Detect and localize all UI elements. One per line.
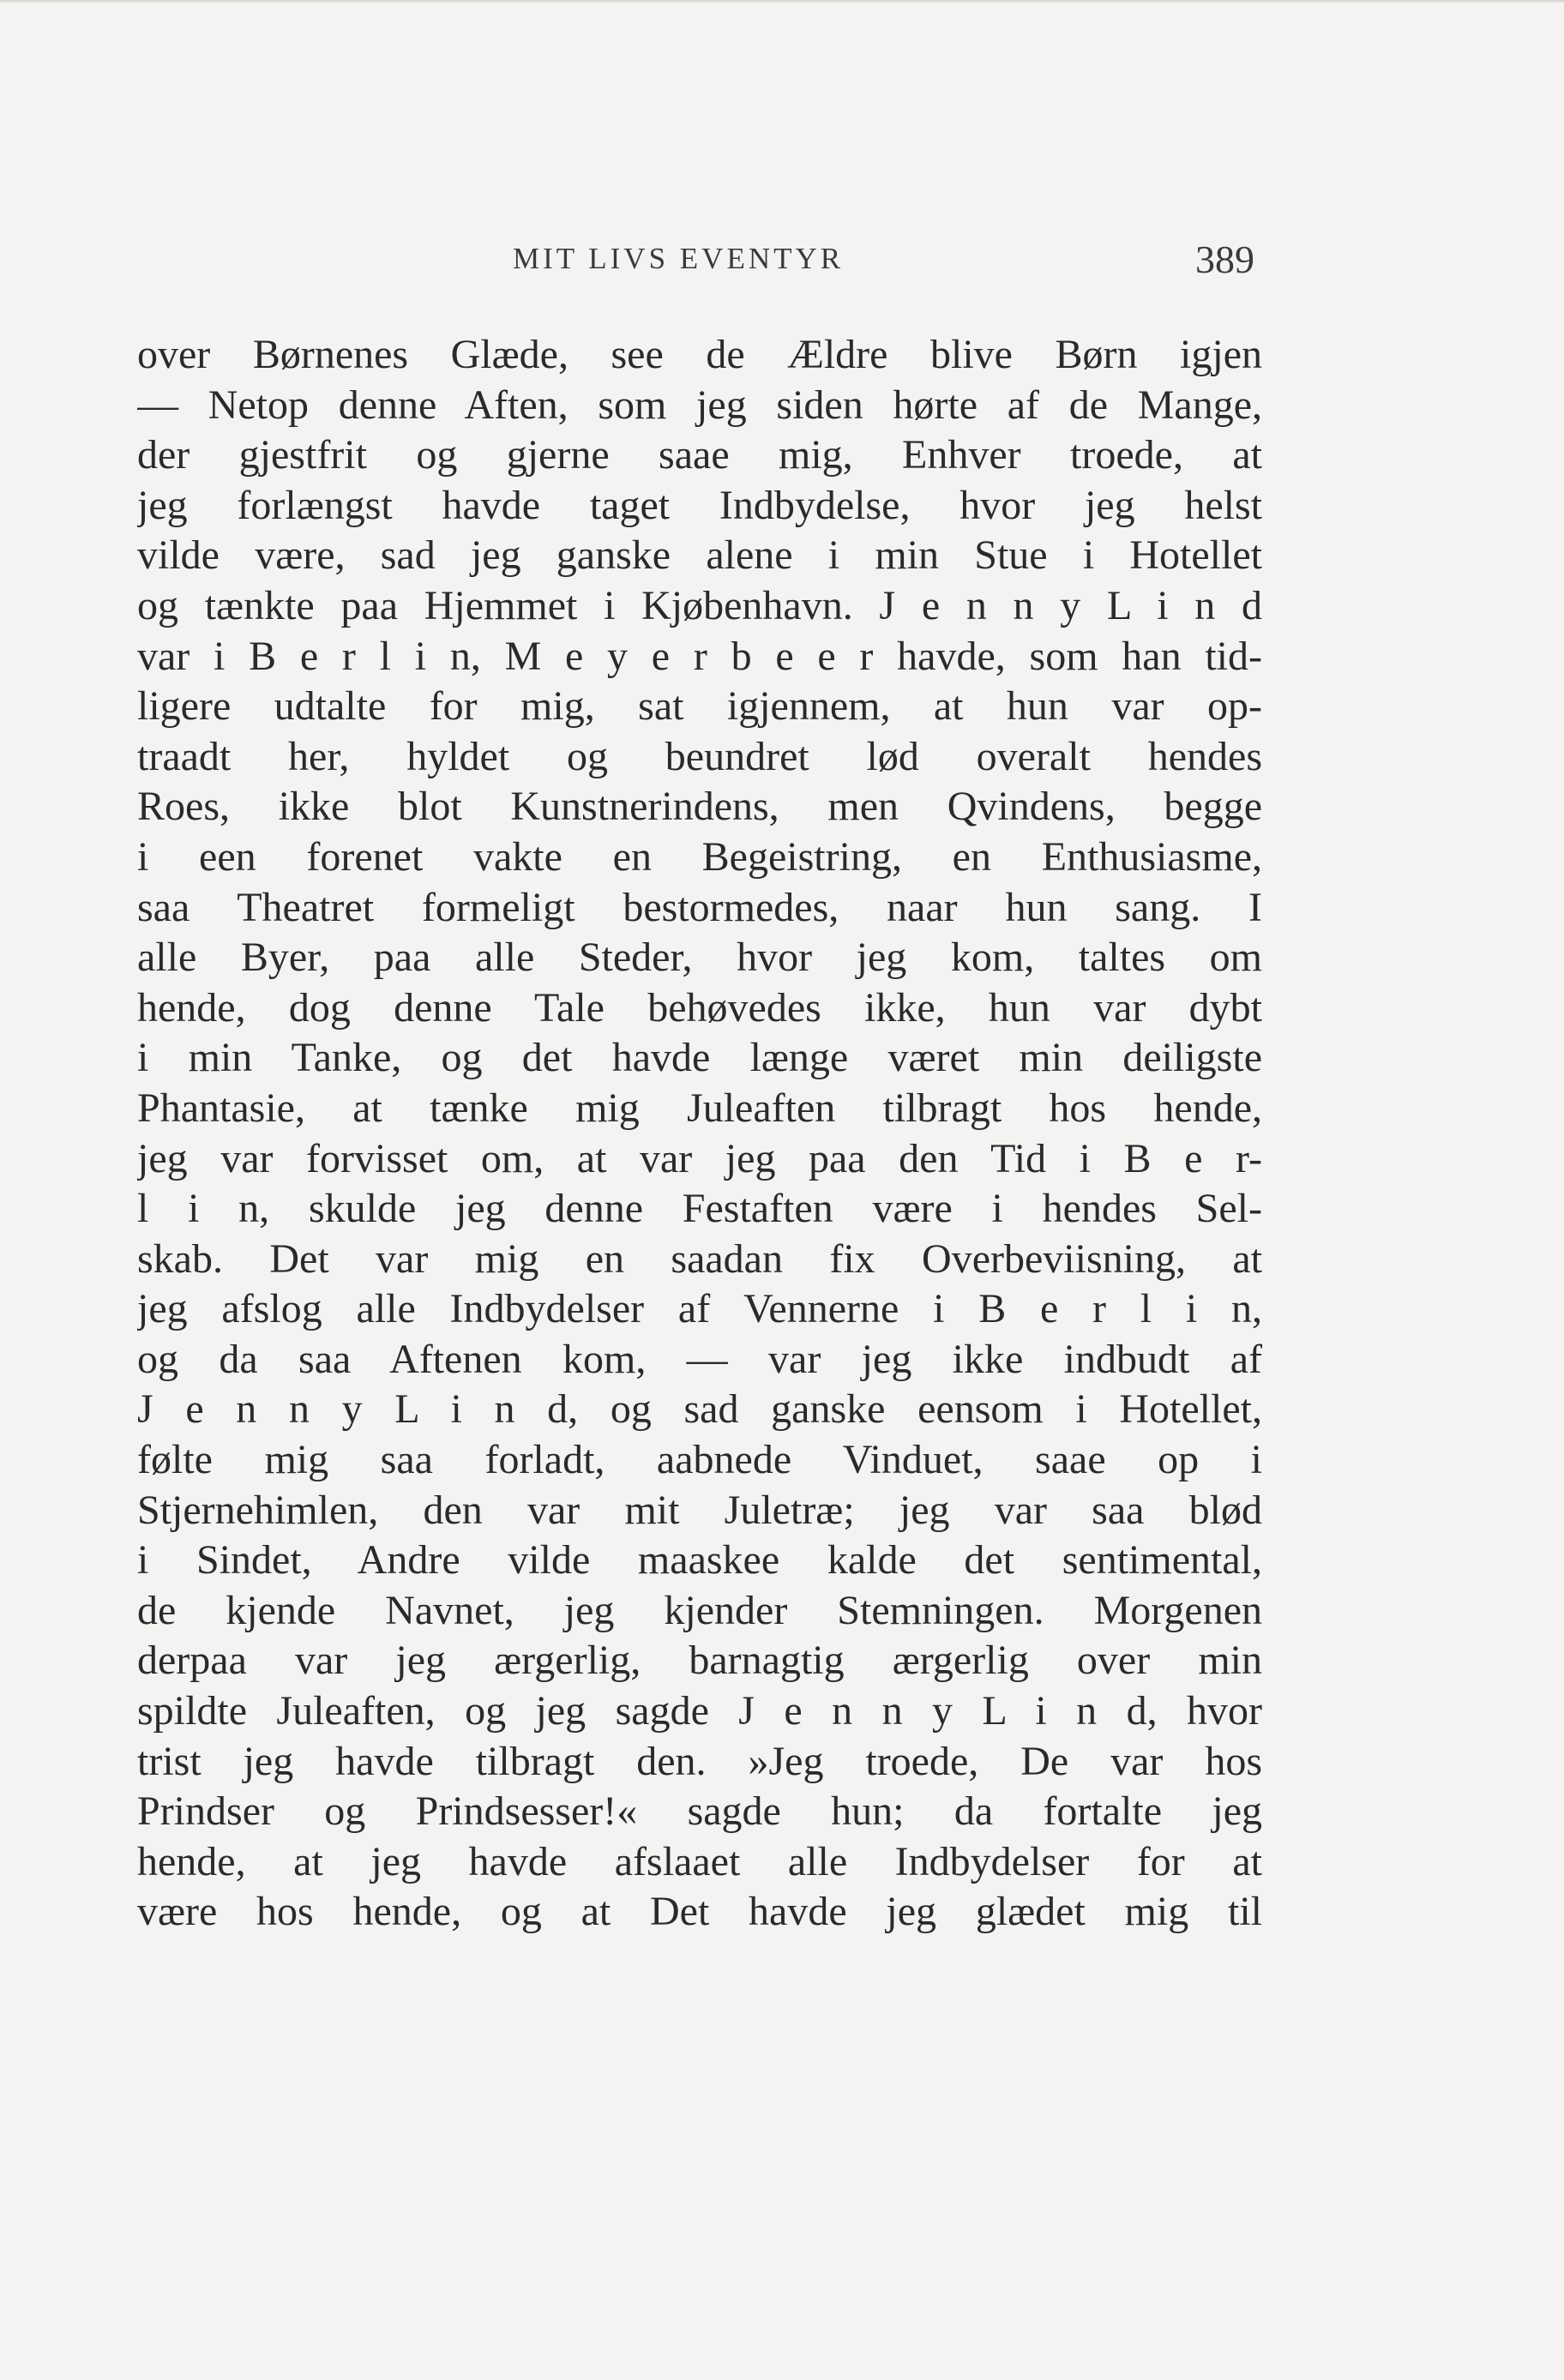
text-line: var i B e r l i n, M e y e r b e e r havde, som han tid- [137, 633, 1262, 679]
page-top-edge [0, 0, 1564, 3]
text-line: jeg afslog alle Indbydelser af Vennerne i B e r l i n, [137, 1286, 1262, 1332]
text-line: traadt her, hyldet og beundret lød overalt hendes [137, 733, 1262, 779]
page-number: 389 [1195, 237, 1254, 281]
text-line: Phantasie, at tænke mig Juleaften tilbragt hos hende, [137, 1085, 1262, 1131]
text-line: trist jeg havde tilbragt den. »Jeg troede, De var hos [137, 1738, 1262, 1784]
body-text [137, 330, 1262, 1938]
text-line: og da saa Aftenen kom, — var jeg ikke indbudt af [137, 1336, 1262, 1382]
text-line: skab. Det var mig en saadan fix Overbeviisning, at [137, 1235, 1262, 1282]
text-line: i min Tanke, og det havde længe været min deiligste [137, 1035, 1262, 1081]
text-line: Prindser og Prindsesser!« sagde hun; da fortalte jeg [137, 1788, 1262, 1835]
text-line: følte mig saa forladt, aabnede Vinduet, saae op i [137, 1437, 1262, 1483]
text-line: i een forenet vakte en Begeistring, en Enthusiasme, [137, 833, 1262, 880]
text-line: alle Byer, paa alle Steder, hvor jeg kom, taltes om [137, 935, 1262, 981]
text-line: jeg forlængst havde taget Indbydelse, hvor jeg helst [137, 482, 1262, 528]
text-line: de kjende Navnet, jeg kjender Stemningen. Morgenen [137, 1587, 1262, 1633]
text-line: hende, at jeg havde afslaaet alle Indbydelser for at [137, 1838, 1262, 1884]
text-line: i Sindet, Andre vilde maaskee kalde det sentimental, [137, 1537, 1262, 1584]
running-title: MIT LIVS EVENTYR [513, 242, 845, 275]
text-line: Roes, ikke blot Kunstnerindens, men Qvindens, begge [137, 784, 1262, 830]
text-line: spildte Juleaften, og jeg sagde J e n n y L i n d, hvor [137, 1688, 1262, 1734]
text-line: vilde være, sad jeg ganske alene i min Stue i Hotellet [137, 532, 1262, 579]
text-line: derpaa var jeg ærgerlig, barnagtig ærgerlig over min [137, 1638, 1262, 1684]
text-line: l i n, skulde jeg denne Festaften være i hendes Sel- [137, 1186, 1262, 1232]
text-line: over Børnenes Glæde, see de Ældre blive Børn igjen [137, 332, 1262, 377]
text-line: hende, dog denne Tale behøvedes ikke, hun var dybt [137, 984, 1262, 1031]
text-line: Stjernehimlen, den var mit Juletræ; jeg var saa blød [137, 1487, 1262, 1533]
text-line: og tænkte paa Hjemmet i Kjøbenhavn. J e n n y L i n d [137, 582, 1262, 628]
text-line: være hos hende, og at Det havde jeg glædet mig til [137, 1889, 1262, 1935]
text-line: — Netop denne Aften, som jeg siden hørte af de Mange, [137, 382, 1262, 428]
text-line: ligere udtalte for mig, sat igjennem, at hun var op- [137, 683, 1262, 730]
text-line: jeg var forvisset om, at var jeg paa den Tid i B e r- [137, 1135, 1262, 1181]
text-line: der gjestfrit og gjerne saae mig, Enhver troede, at [137, 432, 1262, 478]
text-line: J e n n y L i n d, og sad ganske eensom i Hotellet, [137, 1386, 1262, 1433]
text-line: saa Theatret formeligt bestormedes, naar hun sang. I [137, 884, 1262, 930]
